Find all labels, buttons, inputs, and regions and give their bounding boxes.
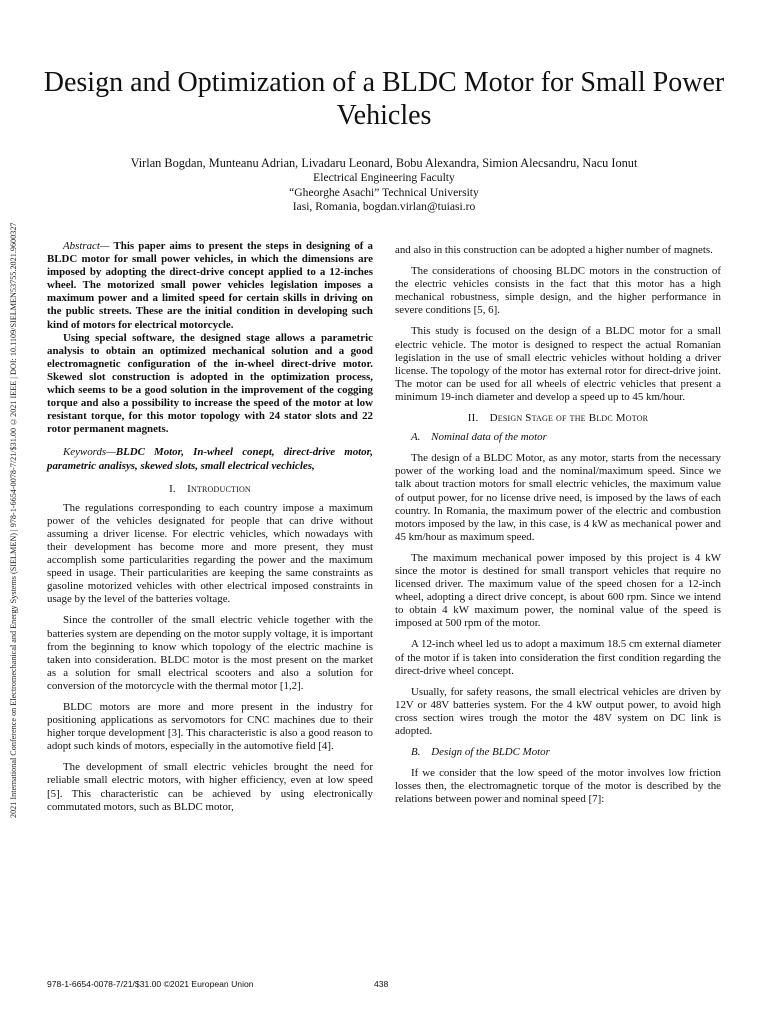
author-list: Virlan Bogdan, Munteanu Adrian, Livadaru Leonard, Bobu Alexandra, Simion Alecsandru, Nacu Ionut — [130, 156, 638, 170]
nominal-data-paragraph-1: The design of a BLDC Motor, as any motor, starts from the necessary power of the working load and the nominal/maximum speed. Since we talk about traction motors for small electric vehicles, the maximum value of output power, for no license drive need, is imposed by the laws of each country. In Romania, the maximum power of the electric and combustion motors imposed by the law, in this case, is 4 kW as mechanical power and 45 km/hour as maximum speed. — [395, 452, 721, 543]
keywords-paragraph — [47, 446, 373, 472]
abstract-text-2: Using special software, the designed stage allows a parametric analysis to obtain an optimized mechanical solution and a good electromagnetic configuration of the in-wheel direct-drive motor. Skewed slot construction is adopted in the optimization process, which seems to be a good solution in the improvement of the cogging torque and also a possibility to increase the speed of the motor at low resistant torque, for this motor topology with 24 stator slots and 22 rotor permanent magnets. — [47, 331, 373, 436]
subsection-heading-nominal-data: A. Nominal data of the motor — [411, 431, 547, 444]
faculty-line: Electrical Engineering Faculty — [313, 171, 455, 184]
abstract-text-1: This paper aims to present the steps in designing of a BLDC motor for small power vehicles, in which the dimensions are imposed by adopting the direct-drive concept applied to a 12-inches wheel. The motorized small power vehicles legislation imposes a maximum power and a limited speed for certain skills in driving on the public streets. These are the initial condition in developing such kind of motors for electrical motorcycle. — [47, 240, 373, 331]
intro-paragraph-1: The regulations corresponding to each country impose a maximum power of the vehicles designated for people that can drive without assuming a driver license. For electric vehicles, which nowadays with their development has become more and more present, they must accomplish some particularities regarding the power and the maximum speed in usage. Their particularities are keeping the same constraints as gasoline motorized vehicles with other electrical imposed constraints in usage by the level of the batteries voltage. — [47, 501, 373, 606]
section-heading-introduction: I. Introduction — [169, 482, 251, 495]
continued-paragraph: and also in this construction can be adopted a higher number of magnets. — [395, 244, 713, 256]
considerations-paragraph: The considerations of choosing BLDC motors in the construction of the electric vehicles consists in the fact that this motor has a high mechanical robustness, simple design, and the higher performance in severe conditions [5, 6]. — [395, 265, 721, 317]
intro-paragraph-4: The development of small electric vehicles brought the need for reliable small electric motors, with higher efficiency, even at low speed [5]. This characteristic can be achieved by using electronically commutated motors, such as BLDC motor, — [47, 761, 373, 813]
abstract-label: Abstract— — [63, 240, 110, 252]
paper-title: Design and Optimization of a BLDC Motor for Small Power Vehicles — [43, 67, 725, 131]
conference-side-note: 2021 International Conference on Electromechanical and Energy Systems (SIELMEN) | 978-1-6654-0078-7/21/$31.00 ©2021 IEEE | DOI: 10.1109/SIELMEN53755.2021.9600327 — [9, 222, 18, 818]
abstract-paragraph — [47, 240, 373, 332]
left-column — [47, 240, 373, 822]
design-paragraph-1: If we consider that the low speed of the motor involves low friction losses then, the electromagnetic torque of the motor is described by the relations between power and nominal speed [7]: — [395, 767, 721, 806]
intro-paragraph-3: BLDC motors are more and more present in the industry for positioning applications as servomotors for CNC machines due to their higher torque development [3]. This characteristic is also a good reason to adopt such kinds of motors, especially in the automotive field [4]. — [47, 701, 373, 753]
nominal-data-paragraph-3: A 12-inch wheel led us to adopt a maximum 18.5 cm external diameter of the motor if is taken into consideration the first condition regarding the direct-drive wheel concept. — [395, 638, 721, 677]
keywords-label: Keywords— — [63, 446, 116, 459]
section-heading-design-stage: II. Design Stage of the Bldc Motor — [467, 412, 649, 425]
affiliation-block — [40, 171, 728, 215]
university-line: “Gheorghe Asachi” Technical University — [289, 185, 479, 199]
intro-paragraph-2: Since the controller of the small electric vehicle together with the batteries system are depending on the motor supply voltage, it is important from the beginning to know which topology of the electric machine is taken into consideration. BLDC motor is the most present on the market as a solution for small electrical scooters and also a solution for conversion of the motorcycle with the thermal motor [1,2]. — [47, 614, 373, 692]
keywords-text: BLDC Motor, In-wheel conept, direct-drive motor, parametric analisys, skewed slots, small electrical vechicles, — [47, 446, 373, 472]
page-number: 438 — [374, 979, 389, 989]
right-column — [395, 244, 721, 814]
nominal-data-paragraph-2: The maximum mechanical power imposed by this project is 4 kW since the motor is destined for small transport vehicles that require no licensed driver. The maximum value of the speed chosen for a 12-inch wheel, adopting a direct drive concept, is about 600 rpm. Since we intend to obtain 4 kW maximum power, the nominal value of the speed is imposed at 500 rpm of the motor. — [395, 551, 721, 630]
study-focus-paragraph: This study is focused on the design of a BLDC motor for a small electric vehicle. The motor is designed to respect the actual Romanian legislation in the use of small electric vehicles without holding a driver license. The topology of the motor has external rotor for direct-drive joint. The motor can be used for all wheels of electric vehicles that present a minimum 19-inch diameter and develop a speed up to 45 km/hour. — [395, 325, 721, 403]
subsection-heading-design: B. Design of the BLDC Motor — [411, 746, 550, 759]
location-email-line: Iasi, Romania, bogdan.virlan@tuiasi.ro — [292, 200, 476, 213]
nominal-data-paragraph-4: Usually, for safety reasons, the small electrical vehicles are driven by 12V or 48V batteries system. For the 4 kW output power, to avoid high cross section wires trough the motor the 48V system on DC link is adopted. — [395, 685, 721, 737]
footer-copyright: 978-1-6654-0078-7/21/$31.00 ©2021 European Union — [47, 979, 254, 989]
